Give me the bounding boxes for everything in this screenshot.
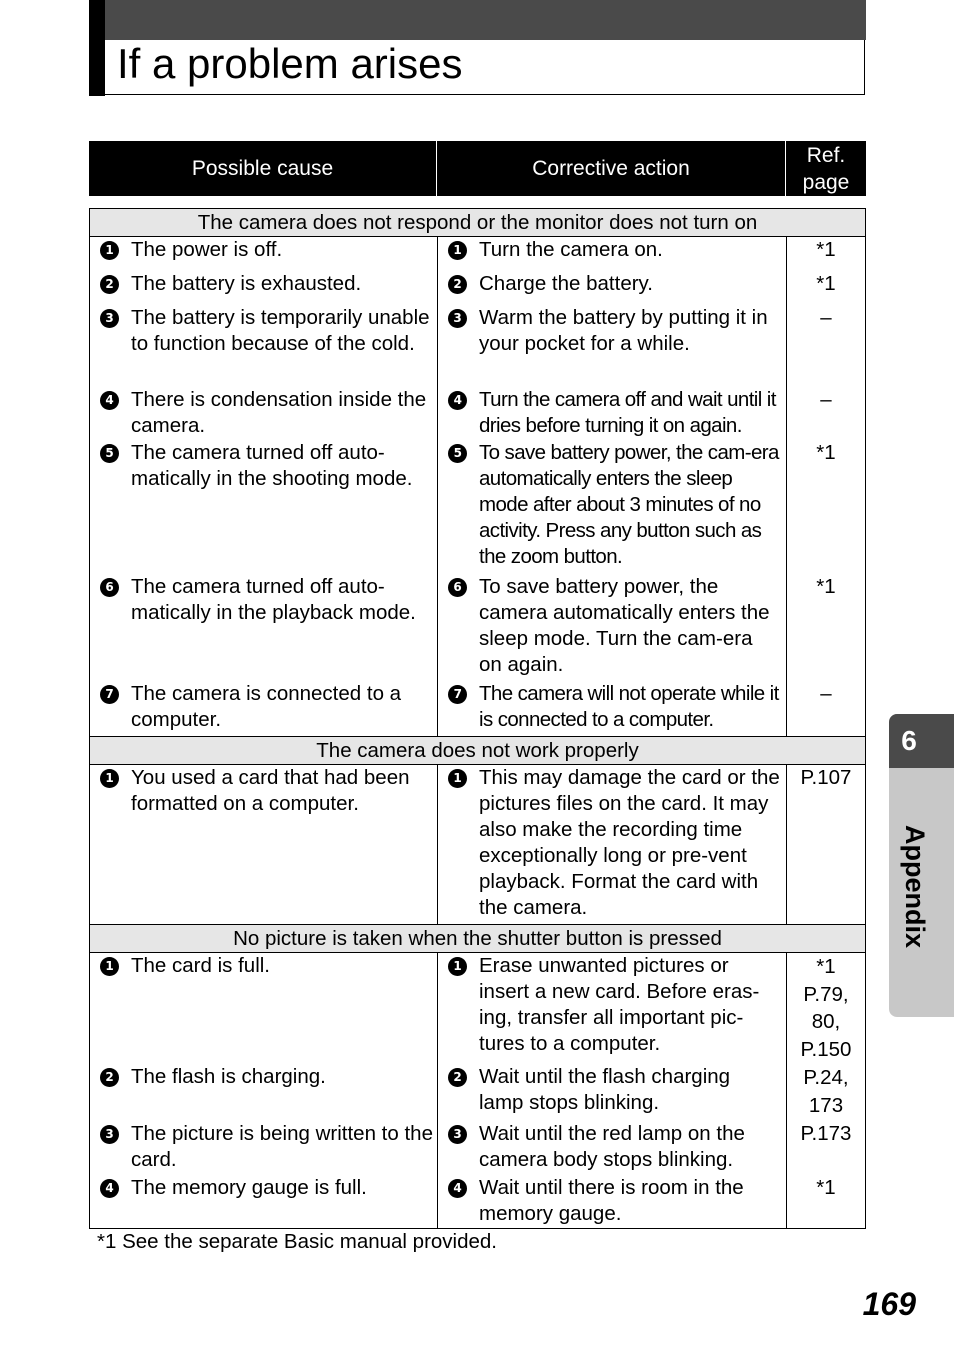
number-badge: 4: [448, 1179, 467, 1198]
cause-item: [90, 574, 437, 681]
cause-item: [90, 1121, 437, 1175]
ref-cell: –: [820, 306, 832, 329]
cause-text: The card is full.: [131, 954, 270, 977]
number-badge: 1: [100, 957, 119, 976]
ref-column: [787, 953, 865, 1228]
header-action: Corrective action: [437, 141, 786, 196]
section-header: The camera does not respond or the monitor does not turn on: [90, 209, 865, 237]
cause-text: The camera is connected to a computer.: [131, 682, 402, 731]
number-badge: 4: [100, 1179, 119, 1198]
number-badge: 1: [100, 769, 119, 788]
action-item: [438, 387, 786, 440]
number-badge: 2: [448, 275, 467, 294]
number-badge: 2: [100, 1068, 119, 1087]
section-body: [90, 953, 865, 1228]
action-text: Turn the camera on.: [479, 238, 663, 261]
cause-text: The battery is temporarily unable to function because of the cold.: [131, 306, 430, 355]
footnote: *1 See the separate Basic manual provided.: [97, 1230, 498, 1253]
action-text: Wait until the flash charging lamp stops blinking.: [479, 1065, 731, 1114]
number-badge: 2: [448, 1068, 467, 1087]
title-bar: [89, 0, 866, 40]
title-accent: [89, 0, 105, 96]
cause-text: The flash is charging.: [131, 1065, 326, 1088]
cause-column: [90, 953, 438, 1228]
number-badge: 5: [448, 444, 467, 463]
header-ref: Ref. page: [802, 143, 850, 194]
cause-item: [90, 387, 437, 440]
action-column: [438, 953, 787, 1228]
ref-cell: *1: [816, 441, 836, 464]
cause-item: [90, 237, 437, 271]
action-text: Warm the battery by putting it in your pocket for a while.: [479, 306, 768, 355]
action-text: Wait until there is room in the memory gauge.: [479, 1176, 744, 1225]
cause-item: [90, 271, 437, 305]
action-item: [438, 681, 786, 736]
ref-cell: P.173: [800, 1122, 852, 1145]
ref-cell: *1: [816, 238, 836, 261]
section-header: No picture is taken when the shutter button is pressed: [90, 925, 865, 953]
action-column: [438, 237, 787, 736]
ref-cell: *1: [816, 1176, 836, 1199]
action-item: [438, 765, 786, 924]
action-item: [438, 1121, 786, 1175]
number-badge: 6: [448, 578, 467, 597]
action-item: [438, 237, 786, 271]
number-badge: 7: [448, 685, 467, 704]
action-text: Wait until the red lamp on the camera body stops blinking.: [479, 1122, 745, 1171]
number-badge: 1: [448, 957, 467, 976]
cause-text: The camera turned off auto-matically in the playback mode.: [131, 575, 416, 624]
ref-column: [787, 765, 865, 924]
number-badge: 2: [100, 275, 119, 294]
troubleshooting-table: [89, 208, 866, 1229]
cause-text: There is condensation inside the camera.: [131, 388, 427, 437]
number-badge: 1: [448, 241, 467, 260]
cause-text: The camera turned off auto-matically in the shooting mode.: [131, 441, 413, 490]
action-item: [438, 574, 786, 681]
cause-column: [90, 765, 438, 924]
action-item: [438, 1064, 786, 1121]
action-item: [438, 305, 786, 387]
action-item: [438, 1175, 786, 1228]
number-badge: 1: [100, 241, 119, 260]
number-badge: 7: [100, 685, 119, 704]
action-text: The camera will not operate while it is connected to a computer.: [479, 682, 779, 731]
cause-text: The memory gauge is full.: [131, 1176, 367, 1199]
ref-cell: *1 P.79, 80, P.150: [800, 955, 852, 1061]
cause-item: [90, 765, 437, 924]
section-body: [90, 765, 865, 925]
action-text: Erase unwanted pictures or insert a new card. Before eras-ing, transfer all important pic-tures to a computer.: [479, 954, 760, 1055]
number-badge: 6: [100, 578, 119, 597]
cause-text: The power is off.: [131, 238, 283, 261]
ref-cell: P.107: [800, 766, 852, 789]
number-badge: 3: [448, 309, 467, 328]
header-cause: Possible cause: [89, 141, 437, 196]
page-title: If a problem arises: [117, 40, 463, 87]
action-text: To save battery power, the cam-era automatically enters the sleep mode after about 3 minutes of no activity. Press any button such as the zoom button.: [479, 441, 779, 568]
ref-cell: –: [820, 388, 832, 411]
number-badge: 4: [100, 391, 119, 410]
number-badge: 3: [100, 1125, 119, 1144]
cause-column: [90, 237, 438, 736]
cause-item: [90, 440, 437, 574]
section-header: The camera does not work properly: [90, 737, 865, 765]
action-text: Charge the battery.: [479, 272, 653, 295]
cause-item: [90, 305, 437, 387]
ref-cell: *1: [816, 272, 836, 295]
ref-column: [787, 237, 865, 736]
cause-item: [90, 1064, 437, 1121]
cause-item: [90, 681, 437, 736]
action-item: [438, 271, 786, 305]
action-text: To save battery power, the camera automatically enters the sleep mode. Turn the cam-era on again.: [479, 575, 770, 676]
action-item: [438, 953, 786, 1064]
action-text: This may damage the card or the pictures files on the card. It may also make the recording time exceptionally long or pre-vent playback. Format the card with the camera.: [479, 766, 780, 919]
action-column: [438, 765, 787, 924]
cause-text: The picture is being written to the card.: [131, 1122, 433, 1171]
action-item: [438, 440, 786, 574]
cause-text: The battery is exhausted.: [131, 272, 362, 295]
ref-cell: *1: [816, 575, 836, 598]
number-badge: 1: [448, 769, 467, 788]
number-badge: 5: [100, 444, 119, 463]
cause-item: [90, 1175, 437, 1228]
cause-text: You used a card that had been formatted on a computer.: [131, 766, 410, 815]
cause-item: [90, 953, 437, 1064]
number-badge: 4: [448, 391, 467, 410]
ref-cell: P.24, 173: [803, 1066, 849, 1117]
number-badge: 3: [100, 309, 119, 328]
table-header: [89, 141, 866, 196]
number-badge: 3: [448, 1125, 467, 1144]
action-text: Turn the camera off and wait until it dries before turning it on again.: [479, 388, 776, 437]
chapter-label: [900, 825, 930, 885]
chapter-number: 6: [901, 725, 917, 756]
ref-cell: –: [820, 682, 832, 705]
page-number: 169: [862, 1286, 916, 1322]
section-body: [90, 237, 865, 737]
